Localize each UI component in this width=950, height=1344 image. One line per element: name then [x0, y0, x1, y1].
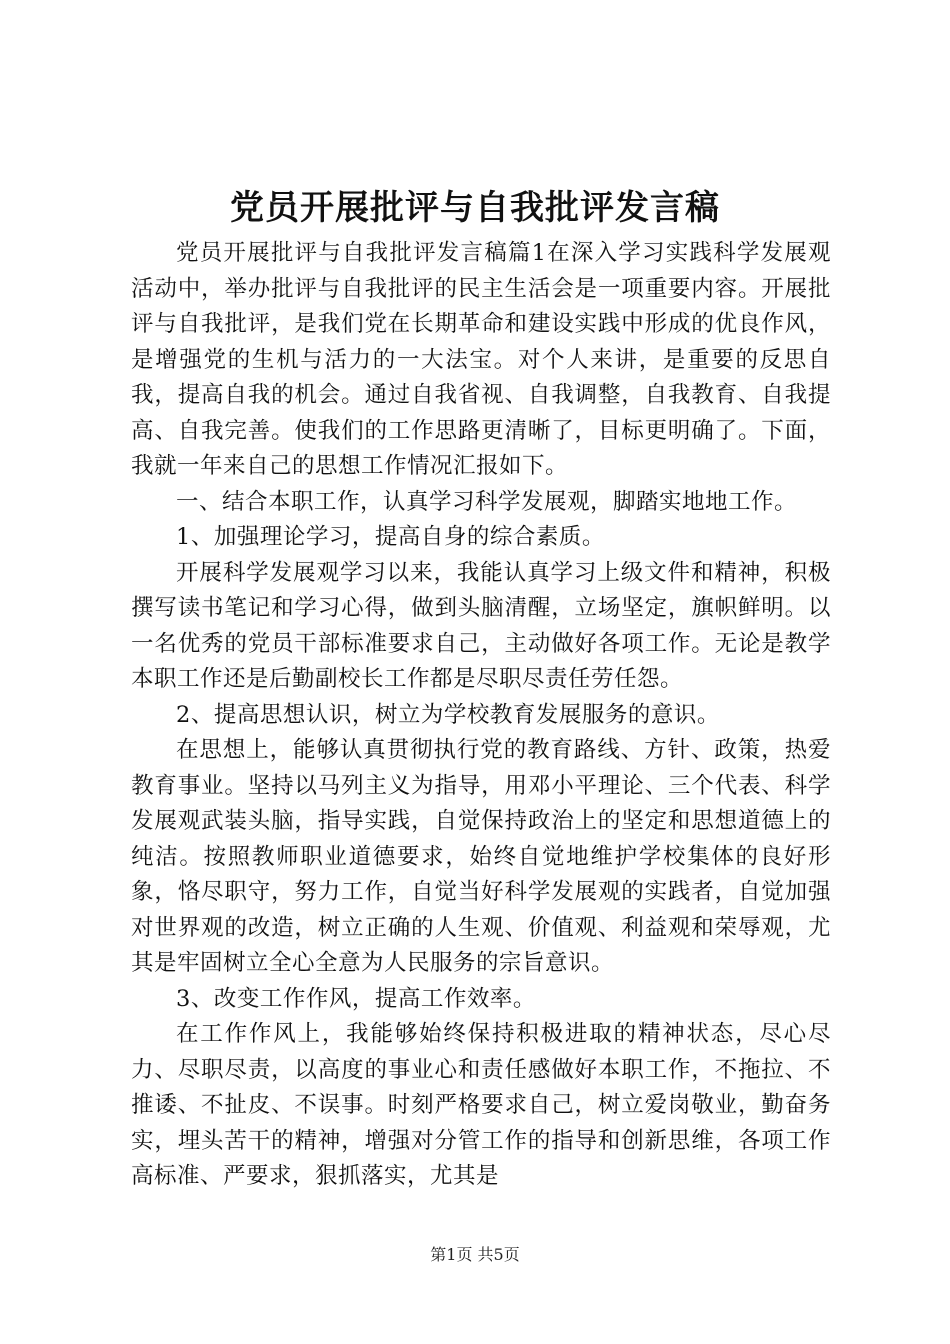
section-heading-1: 一、结合本职工作，认真学习科学发展观，脚踏实地地工作。 — [176, 488, 798, 515]
subheading-3: 3、改变工作作风，提高工作效率。 — [176, 985, 536, 1012]
paragraph-theory-study: 开展科学发展观学习以来，我能认真学习上级文件和精神，积极撰写读书笔记和学习心得，做到头脑清醒，立场坚定，旗帜鲜明。以一名优秀的党员干部标准要求自己，主动做好各项工作。无论是教学本职工作还是后勤副校长工作都是尽职尽责任劳任怨。 — [131, 559, 831, 692]
document-body — [131, 236, 831, 1195]
page-footer: 第1页 共5页 — [430, 1245, 520, 1264]
paragraph-ideology: 在思想上，能够认真贯彻执行党的教育路线、方针、政策，热爱教育事业。坚持以马列主义为指导，用邓小平理论、三个代表、科学发展观武装头脑，指导实践，自觉保持政治上的坚定和思想道德上的纯洁。按照教师职业道德要求，始终自觉地维护学校集体的良好形象，恪尽职守，努力工作，自觉当好科学发展观的实践者，自觉加强对世界观的改造，树立正确的人生观、价值观、利益观和荣辱观，尤其是牢固树立全心全意为人民服务的宗旨意识。 — [131, 737, 831, 976]
subheading-2: 2、提高思想认识，树立为学校教育发展服务的意识。 — [176, 701, 720, 728]
paragraph-work-style: 在工作作风上，我能够始终保持积极进取的精神状态，尽心尽力、尽职尽责，以高度的事业心和责任感做好本职工作，不拖拉、不推诿、不扯皮、不误事。时刻严格要求自己，树立爱岗敬业，勤奋务实，埋头苦干的精神，增强对分管工作的指导和创新思维，各项工作高标准、严要求，狠抓落实，尤其是 — [131, 1021, 831, 1189]
paragraph-intro: 党员开展批评与自我批评发言稿篇1在深入学习实践科学发展观活动中，举办批评与自我批评的民主生活会是一项重要内容。开展批评与自我批评，是我们党在长期革命和建设实践中形成的优良作风，是增强党的生机与活力的一大法宝。对个人来讲，是重要的反思自我，提高自我的机会。通过自我省视、自我调整，自我教育、自我提高、自我完善。使我们的工作思路更清晰了，目标更明确了。下面，我就一年来自己的思想工作情况汇报如下。 — [131, 240, 831, 479]
subheading-1: 1、加强理论学习，提高自身的综合素质。 — [176, 524, 605, 550]
document-title: 党员开展批评与自我批评发言稿 — [230, 188, 720, 228]
